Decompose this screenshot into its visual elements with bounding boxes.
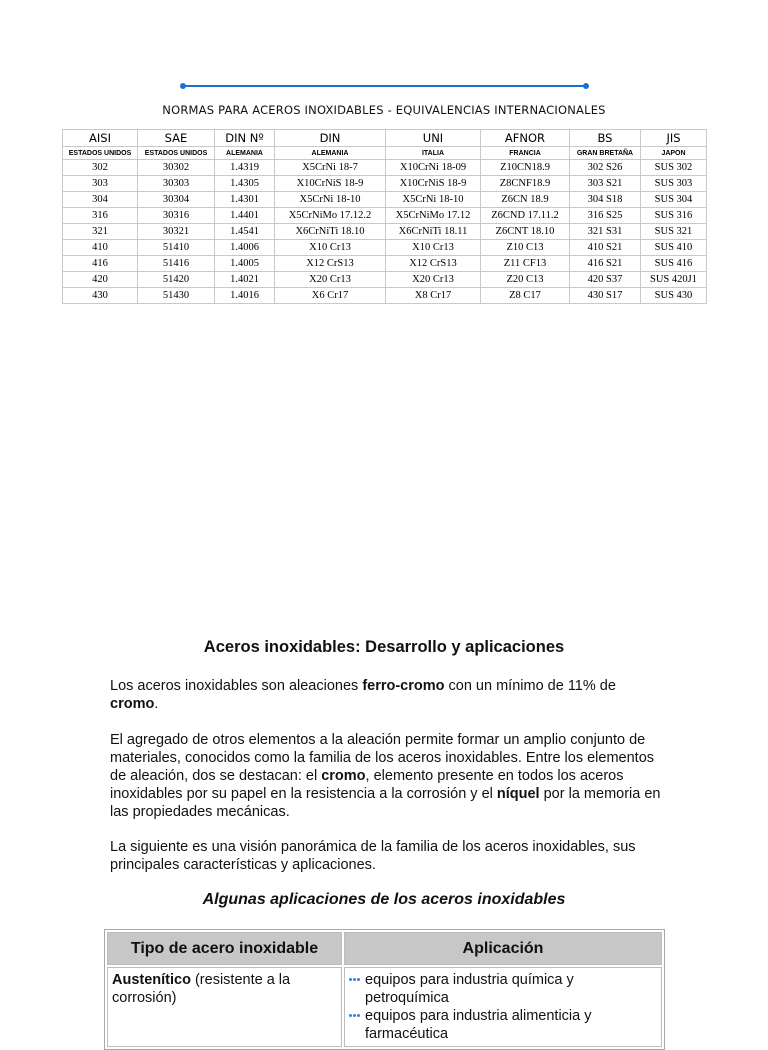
table-cell: X6 Cr17 bbox=[275, 288, 386, 304]
table-cell: 51420 bbox=[138, 272, 215, 288]
table-cell: 1.4401 bbox=[215, 208, 275, 224]
table-cell: X6CrNiTi 18.11 bbox=[386, 224, 481, 240]
table-cell: SUS 316 bbox=[641, 208, 707, 224]
column-country: JAPON bbox=[641, 147, 707, 160]
table-cell: 420 S37 bbox=[570, 272, 641, 288]
table-cell: X5CrNi 18-7 bbox=[275, 160, 386, 176]
table-cell: X10CrNiS 18-9 bbox=[275, 176, 386, 192]
table-cell: X10CrNiS 18-9 bbox=[386, 176, 481, 192]
table-cell: X5CrNi 18-10 bbox=[386, 192, 481, 208]
table-cell: X5CrNi 18-10 bbox=[275, 192, 386, 208]
table-cell: 304 bbox=[63, 192, 138, 208]
applications-table bbox=[104, 929, 665, 1050]
table-cell: 321 bbox=[63, 224, 138, 240]
equivalence-table bbox=[62, 129, 707, 304]
table-cell: 1.4016 bbox=[215, 288, 275, 304]
table-cell: 51416 bbox=[138, 256, 215, 272]
table-cell: 410 S21 bbox=[570, 240, 641, 256]
table-cell: Z6CND 17.11.2 bbox=[481, 208, 570, 224]
table-row bbox=[63, 192, 707, 208]
table-cell: 30316 bbox=[138, 208, 215, 224]
column-header: BS bbox=[570, 130, 641, 147]
table-cell: Z20 C13 bbox=[481, 272, 570, 288]
table-cell: 1.4541 bbox=[215, 224, 275, 240]
norms-table-title: NORMAS PARA ACEROS INOXIDABLES - EQUIVALENCIAS INTERNACIONALES bbox=[162, 103, 606, 117]
table-cell: SUS 410 bbox=[641, 240, 707, 256]
table-row bbox=[63, 176, 707, 192]
column-header: UNI bbox=[386, 130, 481, 147]
table-cell: Z11 CF13 bbox=[481, 256, 570, 272]
column-country: FRANCIA bbox=[481, 147, 570, 160]
table-cell: X8 Cr17 bbox=[386, 288, 481, 304]
table-cell: SUS 302 bbox=[641, 160, 707, 176]
table-cell: 420 bbox=[63, 272, 138, 288]
column-country: ESTADOS UNIDOS bbox=[138, 147, 215, 160]
table-cell: 321 S31 bbox=[570, 224, 641, 240]
table-cell: SUS 416 bbox=[641, 256, 707, 272]
table-row bbox=[63, 240, 707, 256]
table-cell: X10 Cr13 bbox=[275, 240, 386, 256]
header-steel-type: Tipo de acero inoxidable bbox=[107, 932, 342, 965]
bullet-icon bbox=[349, 978, 364, 982]
table-cell: 302 S26 bbox=[570, 160, 641, 176]
table-row bbox=[63, 224, 707, 240]
table-cell: SUS 303 bbox=[641, 176, 707, 192]
column-header: DIN bbox=[275, 130, 386, 147]
alloy-elements-paragraph: El agregado de otros elementos a la aleación permite formar un amplio conjunto de materiales, conocidos como la familia de los aceros inoxidables. Entre los elementos de aleación, dos se destacan: el cromo, elemento presente en todos los aceros inoxidables por su papel en la resistencia a la corrosión y el níquel por la memoria en las propiedades mecánicas. bbox=[110, 732, 661, 820]
column-header: AISI bbox=[63, 130, 138, 147]
column-header: SAE bbox=[138, 130, 215, 147]
column-country: ITALIA bbox=[386, 147, 481, 160]
table-cell: Z8CNF18.9 bbox=[481, 176, 570, 192]
table-cell: Z10 C13 bbox=[481, 240, 570, 256]
table-cell: 51430 bbox=[138, 288, 215, 304]
table-cell: 416 bbox=[63, 256, 138, 272]
article-heading: Aceros inoxidables: Desarrollo y aplicaciones bbox=[203, 638, 565, 656]
table-cell: X5CrNiMo 17.12 bbox=[386, 208, 481, 224]
header-application: Aplicación bbox=[344, 932, 662, 965]
applications-subheading: Algunas aplicaciones de los aceros inoxidables bbox=[202, 891, 566, 908]
blue-divider-line bbox=[182, 85, 586, 87]
table-row bbox=[63, 272, 707, 288]
table-cell: 1.4005 bbox=[215, 256, 275, 272]
table-cell: 30302 bbox=[138, 160, 215, 176]
table-row bbox=[63, 256, 707, 272]
table-cell: 30304 bbox=[138, 192, 215, 208]
column-country: GRAN BRETAÑA bbox=[570, 147, 641, 160]
table-cell: 303 bbox=[63, 176, 138, 192]
table-cell: 1.4301 bbox=[215, 192, 275, 208]
table-cell: 1.4021 bbox=[215, 272, 275, 288]
table-cell: Z6CNT 18.10 bbox=[481, 224, 570, 240]
list-item: equipos para industria química y petroquímica bbox=[349, 971, 657, 1007]
overview-paragraph: La siguiente es una visión panorámica de la familia de los aceros inoxidables, sus principales características y aplicaciones. bbox=[110, 839, 636, 873]
table-cell: 303 S21 bbox=[570, 176, 641, 192]
table-row bbox=[63, 288, 707, 304]
table-cell: 1.4305 bbox=[215, 176, 275, 192]
table-cell: X5CrNiMo 17.12.2 bbox=[275, 208, 386, 224]
table-cell: 316 S25 bbox=[570, 208, 641, 224]
table-cell: Z10CN18.9 bbox=[481, 160, 570, 176]
bullet-icon bbox=[349, 1014, 364, 1018]
table-cell: 51410 bbox=[138, 240, 215, 256]
application-cell bbox=[344, 967, 662, 1047]
table-cell: 316 bbox=[63, 208, 138, 224]
column-header: AFNOR bbox=[481, 130, 570, 147]
divider-left-dot bbox=[180, 83, 186, 89]
table-cell: 30303 bbox=[138, 176, 215, 192]
table-cell: 304 S18 bbox=[570, 192, 641, 208]
table-cell: 410 bbox=[63, 240, 138, 256]
table-cell: 1.4006 bbox=[215, 240, 275, 256]
intro-paragraph: Los aceros inoxidables son aleaciones ferro-cromo con un mínimo de 11% de cromo. bbox=[110, 678, 616, 712]
table-cell: X20 Cr13 bbox=[386, 272, 481, 288]
table-cell: 430 bbox=[63, 288, 138, 304]
table-cell: 302 bbox=[63, 160, 138, 176]
table-cell: X20 Cr13 bbox=[275, 272, 386, 288]
table-cell: 416 S21 bbox=[570, 256, 641, 272]
table-cell: SUS 321 bbox=[641, 224, 707, 240]
divider-right-dot bbox=[583, 83, 589, 89]
column-country: ALEMANIA bbox=[275, 147, 386, 160]
column-country: ALEMANIA bbox=[215, 147, 275, 160]
table-row bbox=[107, 967, 662, 1047]
table-cell: 1.4319 bbox=[215, 160, 275, 176]
table-cell: X10 Cr13 bbox=[386, 240, 481, 256]
table-cell: Z8 C17 bbox=[481, 288, 570, 304]
steel-type-cell: Austenítico (resistente a la corrosión) bbox=[107, 967, 342, 1047]
table-cell: X12 CrS13 bbox=[386, 256, 481, 272]
table-cell: SUS 430 bbox=[641, 288, 707, 304]
table-cell: Z6CN 18.9 bbox=[481, 192, 570, 208]
table-cell: SUS 420J1 bbox=[641, 272, 707, 288]
table-row bbox=[63, 208, 707, 224]
table-row bbox=[63, 160, 707, 176]
table-cell: X10CrNi 18-09 bbox=[386, 160, 481, 176]
column-header: JIS bbox=[641, 130, 707, 147]
list-item: equipos para industria alimenticia y farmacéutica bbox=[349, 1007, 657, 1043]
table-cell: SUS 304 bbox=[641, 192, 707, 208]
table-cell: X6CrNiTi 18.10 bbox=[275, 224, 386, 240]
column-country: ESTADOS UNIDOS bbox=[63, 147, 138, 160]
table-cell: 430 S17 bbox=[570, 288, 641, 304]
table-cell: 30321 bbox=[138, 224, 215, 240]
column-header: DIN Nº bbox=[215, 130, 275, 147]
table-cell: X12 CrS13 bbox=[275, 256, 386, 272]
